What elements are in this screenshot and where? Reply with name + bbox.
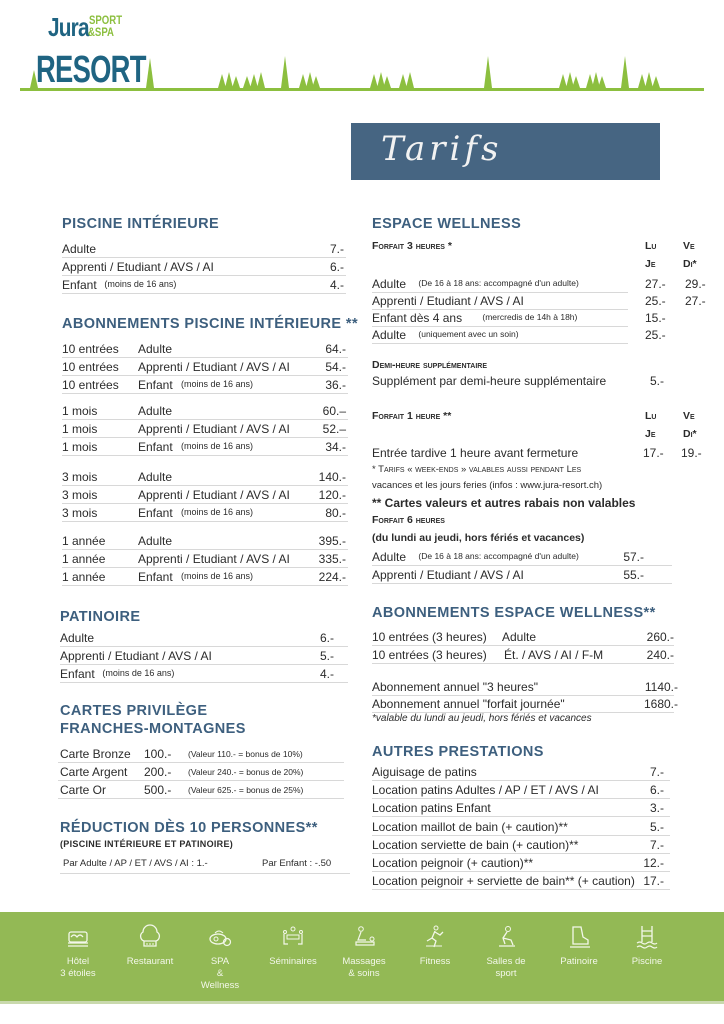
autres-row [372, 782, 670, 799]
piscine-row [62, 277, 346, 294]
tree-shape [638, 74, 646, 88]
autres-label: Location serviette de bain (+ caution)** [372, 838, 579, 852]
piscine-row [62, 259, 346, 276]
reduction-child: Par Enfant : -.50 [262, 858, 332, 869]
forfait3-label: Adulte [372, 328, 407, 342]
patinoire-label: Enfant [60, 667, 95, 681]
footer-item-label: 3 étoiles [60, 968, 96, 979]
abonnement-price: 80.- [325, 506, 346, 520]
abonnement-wellness-price: 260.- [646, 630, 674, 644]
abonnement-price: 335.- [318, 552, 346, 566]
page-title: Tarifs [381, 129, 503, 169]
col-ve: Ve [683, 240, 695, 252]
footer-item-label: Piscine [631, 956, 663, 967]
carte-label: Carte Argent [60, 765, 128, 779]
footer-item-massage[interactable] [329, 924, 399, 980]
autres-label: Location patins Enfant [372, 801, 491, 815]
abonnement-label: Adulte [138, 534, 173, 548]
footer-item-label: Fitness [419, 956, 451, 967]
footer-item-label: sport [495, 968, 517, 979]
forfait6-price: 57.- [623, 550, 644, 564]
tree-shape [652, 76, 660, 88]
tree-shape [484, 56, 492, 88]
autres-row [372, 837, 670, 854]
col-ve-2: Ve [683, 410, 695, 422]
patinoire-price: 6.- [319, 631, 334, 645]
demi-heure-label: Supplément par demi-heure supplémentaire [372, 374, 607, 388]
abonnement-row [62, 439, 348, 456]
forfait3-p2: 27.- [685, 294, 706, 308]
carte-row [58, 782, 344, 799]
patinoire-note: (moins de 16 ans) [102, 668, 175, 678]
massage-icon [350, 924, 378, 950]
abonnement-wellness-row [372, 647, 674, 664]
tree-shape [377, 72, 385, 88]
chef-hat-icon [136, 924, 164, 950]
tree-shape [250, 74, 258, 88]
carte-price: 200.- [144, 765, 172, 779]
section-title-wellness: ESPACE WELLNESS [372, 216, 522, 232]
tree-shape [312, 76, 320, 88]
patinoire-price: 5.- [319, 649, 334, 663]
abonnement-period: 10 entrées [62, 378, 119, 392]
tree-shape [232, 76, 240, 88]
forfait3-row [372, 327, 628, 344]
autres-price: 12.- [643, 856, 664, 870]
tree-shape [146, 58, 154, 88]
col-lu-2: Lu [645, 410, 657, 422]
abonnement-row [62, 505, 348, 522]
abonnement-period: 10 entrées [62, 360, 119, 374]
tree-shape [370, 74, 378, 88]
abonnement-period: 3 mois [62, 506, 98, 520]
abonnement-note: (moins de 16 ans) [181, 507, 254, 517]
abonnement-row [62, 359, 348, 376]
piscine-price: 4.- [329, 278, 344, 292]
footer-item-bed[interactable] [43, 924, 113, 980]
autres-price: 6.- [649, 783, 664, 797]
forfait3-row [372, 276, 628, 293]
abonnement-period: 1 année [62, 534, 106, 548]
section-title-cartes-1: CARTES PRIVILÈGE [60, 703, 208, 719]
reduction-subtitle: (PISCINE INTÉRIEURE ET PATINOIRE) [60, 839, 234, 849]
section-title-cartes-2: FRANCHES-MONTAGNES [60, 721, 246, 737]
piscine-row [62, 241, 346, 258]
autres-label: Aiguisage de patins [372, 765, 477, 779]
abonnement-label: Apprenti / Etudiant / AVS / AI [138, 360, 290, 374]
abonnement-row [62, 569, 348, 586]
abonnement-label: Apprenti / Etudiant / AVS / AI [138, 488, 290, 502]
abonnement-note: (moins de 16 ans) [181, 571, 254, 581]
abonnement-wellness-label: Ét. / AVS / AI / F-M [504, 648, 604, 662]
abonnement-period: 10 entrées [62, 342, 119, 356]
abonnement-price: 120.- [318, 488, 346, 502]
footer-item-skate[interactable] [544, 924, 614, 968]
carte-note: (Valeur 240.- = bonus de 20%) [188, 767, 304, 777]
abonnement-annuel-row [372, 696, 678, 713]
abonnement-label: Adulte [138, 404, 173, 418]
footer-item-label: Wellness [200, 980, 240, 991]
section-title-reduction: RÉDUCTION DÈS 10 PERSONNES** [60, 820, 318, 836]
forfait3-label: Adulte [372, 277, 407, 291]
piscine-label: Adulte [62, 242, 97, 256]
footer-item-label: Massages [342, 956, 386, 967]
forfait3-label: Apprenti / Etudiant / AVS / AI [372, 294, 524, 308]
autres-row [372, 873, 670, 890]
autres-row [372, 800, 670, 817]
footer-item-chef-hat[interactable] [115, 924, 185, 968]
gym-icon [492, 924, 520, 950]
patinoire-price: 4.- [319, 667, 334, 681]
abonnement-note: (moins de 16 ans) [181, 441, 254, 451]
carte-note: (Valeur 110.- = bonus de 10%) [188, 749, 303, 759]
section-title-autres: AUTRES PRESTATIONS [372, 744, 544, 760]
tree-shape [243, 76, 251, 88]
footer-item-spa-stones[interactable] [185, 924, 255, 992]
footer-item-label: Patinoire [560, 956, 598, 967]
footer-item-label: SPA [210, 956, 230, 967]
autres-label: Location peignoir + serviette de bain** (+ caution) [372, 874, 635, 888]
tree-shape [299, 74, 307, 88]
tree-shape [257, 72, 265, 88]
abonnement-annuel-price: 1680.- [643, 697, 678, 711]
abonnement-wellness-label: Adulte [502, 630, 537, 644]
page-title-banner [351, 123, 660, 180]
forfait3-title: Forfait 3 heures * [372, 240, 452, 252]
demi-heure-price: 5.- [650, 374, 665, 388]
abonnement-row [62, 469, 348, 486]
abonnement-period: 1 année [62, 570, 106, 584]
logo-spa: &SPA [88, 25, 114, 39]
abonnement-period: 1 mois [62, 422, 98, 436]
abonnement-price: 36.- [325, 378, 346, 392]
pool-ladder-icon [633, 924, 661, 950]
abonnement-row [62, 403, 348, 420]
tree-shape [572, 76, 580, 88]
abonnement-annuel-label: Abonnement annuel "3 heures" [372, 680, 538, 694]
autres-price: 17.- [643, 874, 664, 888]
tree-shape [225, 72, 233, 88]
piscine-note: (moins de 16 ans) [104, 279, 177, 289]
tree-shape [383, 76, 391, 88]
forfait6-row [372, 549, 672, 566]
autres-label: Location patins Adultes / AP / ET / AVS / AI [372, 783, 599, 797]
autres-label: Location maillot de bain (+ caution)** [372, 820, 568, 834]
carte-row [58, 746, 344, 763]
carte-price: 500.- [144, 783, 172, 797]
abonnement-label: Enfant [138, 570, 173, 584]
section-title-abonnements-piscine: ABONNEMENTS PISCINE INTÉRIEURE ** [62, 316, 358, 332]
footer-item-gym[interactable] [471, 924, 541, 980]
autres-label: Location peignoir (+ caution)** [372, 856, 534, 870]
patinoire-label: Apprenti / Etudiant / AVS / AI [60, 649, 212, 663]
reduction-adult: Par Adulte / AP / ET / AVS / AI : 1.- [63, 858, 208, 869]
section-title-piscine: PISCINE INTÉRIEURE [62, 216, 220, 232]
autres-price: 7.- [649, 765, 664, 779]
autres-row [372, 855, 670, 872]
logo-resort: RESORT [36, 49, 146, 91]
forfait3-row [372, 310, 628, 327]
abonnement-price: 395.- [318, 534, 346, 548]
abonnement-price: 54.- [325, 360, 346, 374]
patinoire-row [60, 630, 348, 647]
abonnement-row [62, 487, 348, 504]
tree-shape [621, 56, 629, 88]
abonnement-note: (moins de 16 ans) [181, 379, 254, 389]
tree-shape [592, 72, 600, 88]
abonnement-annuel-row [372, 679, 678, 696]
abonnement-period: 1 mois [62, 404, 98, 418]
forfait3-note: (De 16 à 18 ans: accompagné d'un adulte) [418, 278, 579, 288]
footer-item-label: Séminaires [269, 956, 317, 967]
forfait6-label: Adulte [372, 550, 407, 564]
tree-shape [218, 74, 226, 88]
tree-shape [598, 76, 606, 88]
logo-sport: SPORT [89, 13, 123, 27]
patinoire-row [60, 648, 348, 665]
abonnement-price: 60.– [322, 404, 346, 418]
forfait3-row [372, 293, 628, 310]
patinoire-label: Adulte [60, 631, 95, 645]
autres-price: 3.- [649, 801, 664, 815]
abonnement-wellness-period: 10 entrées (3 heures) [372, 648, 487, 662]
forfait3-p1: 25.- [645, 328, 666, 342]
footnote-rabais: ** Cartes valeurs et autres rabais non valables [372, 496, 636, 510]
forfait3-p1: 15.- [645, 311, 666, 325]
abonnement-price: 140.- [318, 470, 346, 484]
abonnement-wellness-period: 10 entrées (3 heures) [372, 630, 487, 644]
forfait3-p2: 29.- [685, 277, 706, 291]
forfait6-row [372, 567, 672, 584]
footnote-weekend-2: vacances et les jours feries (infos : www.jura-resort.ch) [372, 480, 603, 491]
carte-price: 100.- [144, 747, 172, 761]
col-di-2: Di* [683, 428, 697, 440]
logo [36, 12, 146, 91]
forfait6-label: Apprenti / Etudiant / AVS / AI [372, 568, 524, 582]
abonnement-price: 52.– [322, 422, 346, 436]
carte-row [58, 764, 344, 781]
logo-jura: Jura [48, 12, 89, 42]
forfait3-p1: 27.- [645, 277, 666, 291]
abonnement-wellness-row [372, 629, 674, 646]
abonnement-price: 34.- [325, 440, 346, 454]
tree-shape [406, 72, 414, 88]
abonnement-label: Enfant [138, 440, 173, 454]
autres-price: 7.- [649, 838, 664, 852]
forfait1-p2: 19.- [681, 446, 702, 460]
bed-icon [64, 924, 92, 950]
abonnement-period: 3 mois [62, 488, 98, 502]
abonnement-label: Enfant [138, 378, 173, 392]
patinoire-row [60, 666, 348, 683]
footer-item-label: & [216, 968, 224, 979]
abonnement-label: Adulte [138, 342, 173, 356]
abonnement-row [62, 377, 348, 394]
abonnement-period: 3 mois [62, 470, 98, 484]
forfait6-price: 55.- [623, 568, 644, 582]
footer-item-fitness[interactable] [400, 924, 470, 968]
col-di: Di* [683, 258, 697, 270]
abonnement-label: Apprenti / Etudiant / AVS / AI [138, 422, 290, 436]
skate-icon [565, 924, 593, 950]
piscine-price: 6.- [329, 260, 344, 274]
abonnement-row [62, 341, 348, 358]
col-lu: Lu [645, 240, 657, 252]
abonnement-wellness-price: 240.- [646, 648, 674, 662]
section-title-patinoire: PATINOIRE [60, 609, 141, 625]
tree-shape [399, 74, 407, 88]
abonnement-annuel-label: Abonnement annuel "forfait journée" [372, 697, 565, 711]
forfait6-note: (De 16 à 18 ans: accompagné d'un adulte) [418, 551, 579, 561]
header [0, 0, 724, 100]
abonnement-label: Apprenti / Etudiant / AVS / AI [138, 552, 290, 566]
abonnement-label: Enfant [138, 506, 173, 520]
piscine-label: Apprenti / Etudiant / AVS / AI [62, 260, 214, 274]
tree-shape [566, 72, 574, 88]
section-title-abonnements-wellness: ABONNEMENTS ESPACE WELLNESS** [372, 605, 656, 621]
forfait3-note: (uniquement avec un soin) [418, 329, 519, 339]
forfait3-label: Enfant dès 4 ans [372, 311, 463, 325]
piscine-label: Enfant [62, 278, 97, 292]
autres-row [372, 819, 670, 836]
abonnement-row [62, 551, 348, 568]
footer-item-label: & soins [348, 968, 380, 979]
forfait1-label: Entrée tardive 1 heure avant fermeture [372, 446, 579, 460]
abonnement-row [62, 533, 348, 550]
meeting-icon [279, 924, 307, 950]
tree-shape [645, 72, 653, 88]
col-je-2: Je [645, 428, 656, 440]
abonnement-price: 64.- [325, 342, 346, 356]
spa-stones-icon [206, 924, 234, 950]
footer-item-label: Salles de [486, 956, 526, 967]
abonnement-annuel-price: 1140.- [644, 680, 678, 694]
footer-item-meeting[interactable] [258, 924, 328, 968]
col-je: Je [645, 258, 656, 270]
tree-shape [559, 74, 567, 88]
footnote-weekend-1: * Tarifs « week-ends » valables aussi pendant Les [372, 464, 582, 475]
carte-note: (Valeur 625.- = bonus de 25%) [188, 785, 304, 795]
demi-heure-title: Demi-heure supplémentaire [372, 359, 487, 371]
footer-item-label: Hôtel [66, 956, 90, 967]
abonnement-row [62, 421, 348, 438]
forfait6-subtitle: (du lundi au jeudi, hors fériés et vacances) [372, 532, 585, 544]
abonnements-wellness-note: *valable du lundi au jeudi, hors fériés et vacances [372, 713, 592, 724]
autres-row [372, 764, 670, 781]
services-footer [0, 912, 724, 1004]
piscine-price: 7.- [329, 242, 344, 256]
abonnement-period: 1 année [62, 552, 106, 566]
carte-label: Carte Bronze [60, 747, 131, 761]
carte-label: Carte Or [60, 783, 107, 797]
forfait6-title: Forfait 6 heures [372, 514, 445, 526]
forfait1-title: Forfait 1 heure ** [372, 410, 452, 422]
forfait3-note: (mercredis de 14h à 18h) [482, 312, 578, 322]
fitness-icon [421, 924, 449, 950]
abonnement-label: Adulte [138, 470, 173, 484]
tree-shape [306, 72, 314, 88]
reduction-row [60, 857, 350, 874]
tree-shape [281, 56, 289, 88]
autres-price: 5.- [649, 820, 664, 834]
abonnement-price: 224.- [318, 570, 346, 584]
abonnement-period: 1 mois [62, 440, 98, 454]
forfait1-p1: 17.- [643, 446, 664, 460]
forfait3-p1: 25.- [645, 294, 666, 308]
footer-item-label: Restaurant [126, 956, 174, 967]
footer-item-pool-ladder[interactable] [612, 924, 682, 968]
